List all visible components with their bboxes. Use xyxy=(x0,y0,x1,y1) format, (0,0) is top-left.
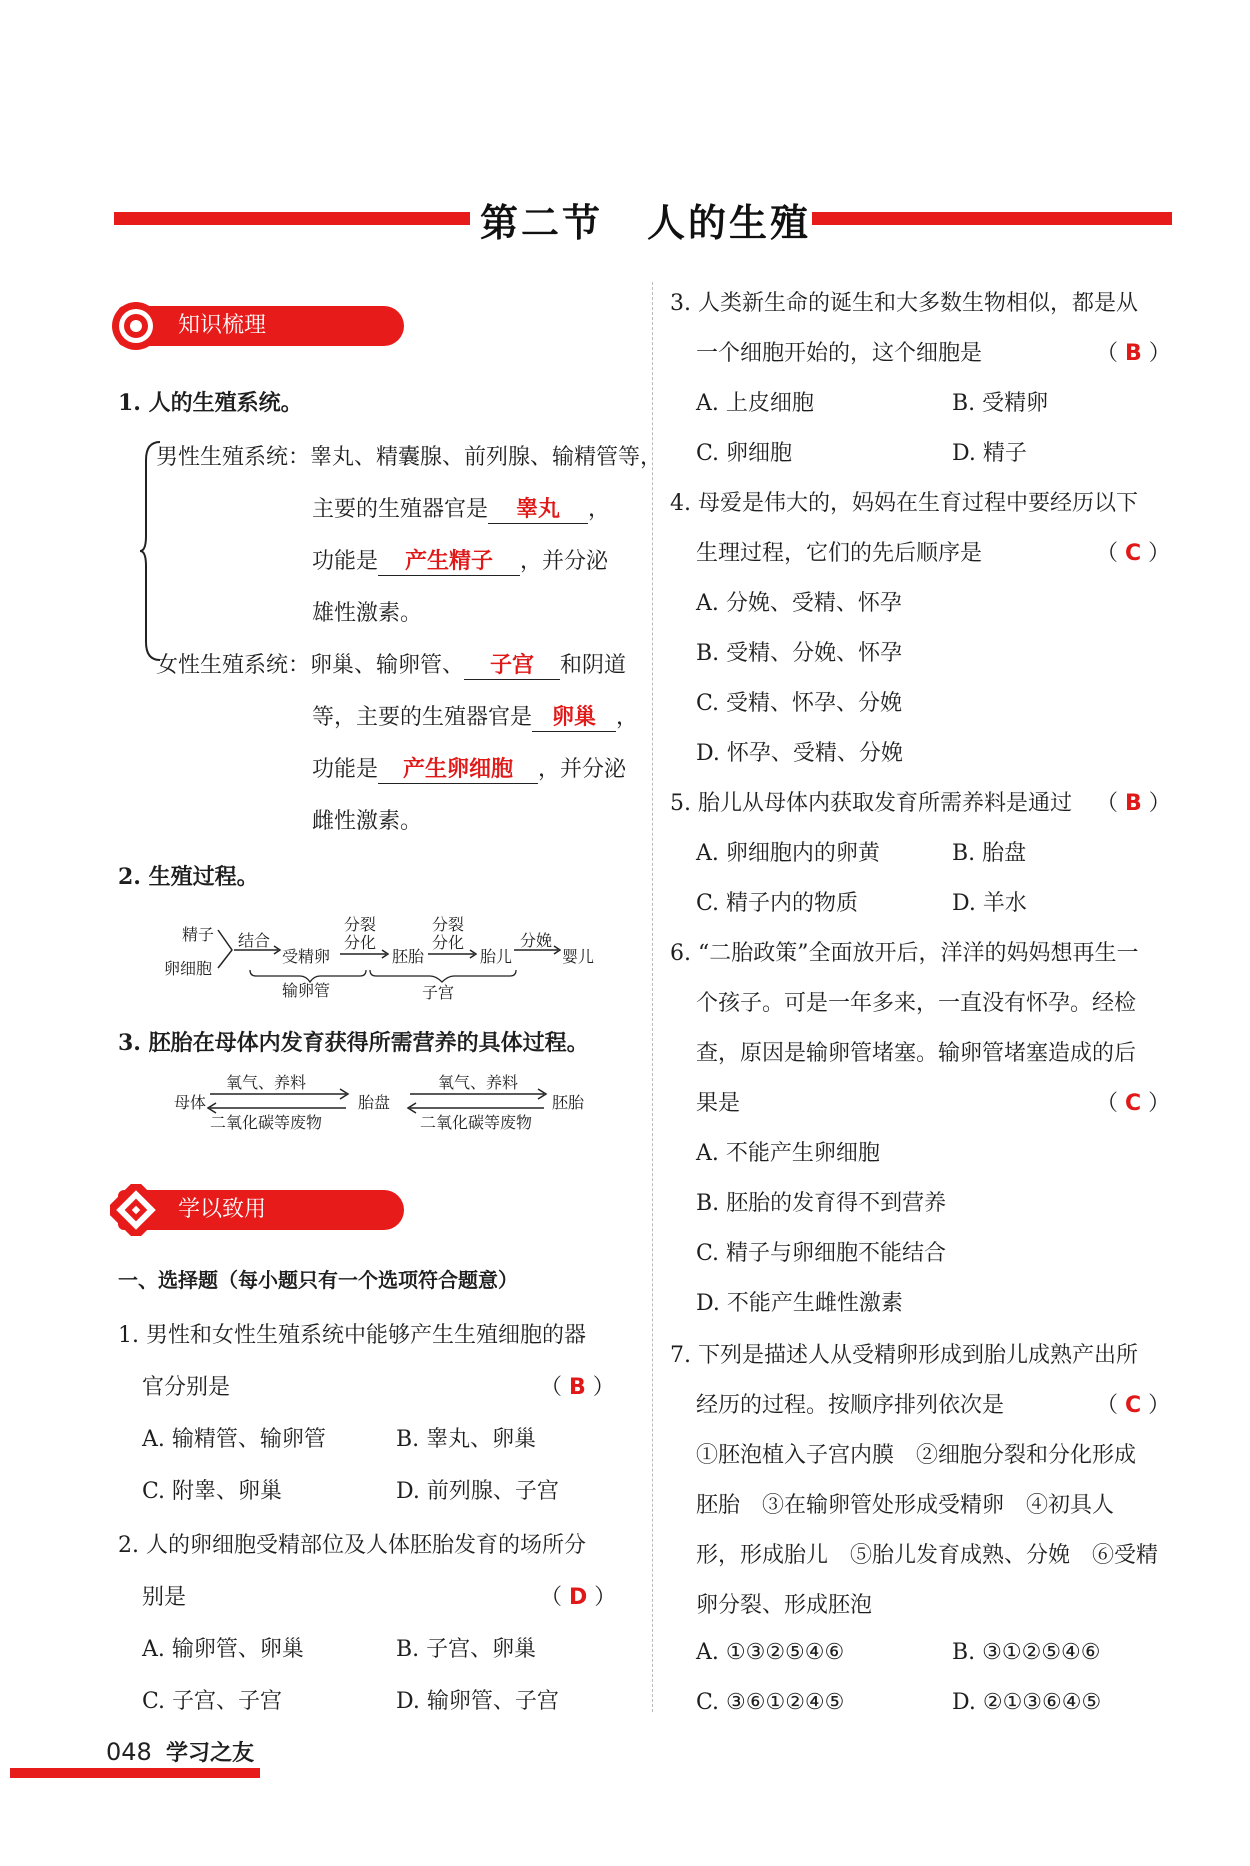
male-line3-post: ，并分泌 xyxy=(520,549,609,574)
item3-heading: 3. 胚胎在母体内发育获得所需营养的具体过程。 xyxy=(118,1030,589,1056)
q6-answer-box: （ C ） xyxy=(1096,1091,1171,1116)
q3-answer: B xyxy=(1125,341,1142,366)
female-part-answer: 子宫 xyxy=(464,648,560,680)
page-title xyxy=(480,192,811,247)
male-line4: 雄性激素。 xyxy=(312,601,423,626)
q5-answer: B xyxy=(1125,791,1142,816)
column-divider xyxy=(652,282,653,1712)
diagram-oxygen2: 氧气、养料 xyxy=(438,1073,519,1092)
diagram-split1-a: 分裂 xyxy=(344,915,377,934)
q6-line1: 6. “二胎政策”全面放开后，洋洋的妈妈想再生一 xyxy=(670,941,1139,966)
q4-option-b[interactable]: B. 受精、分娩、怀孕 xyxy=(696,641,903,666)
brand-name: 学习之友 xyxy=(166,1740,255,1766)
q2-option-a[interactable]: A. 输卵管、卵巢 xyxy=(142,1637,304,1662)
female-line2 xyxy=(312,700,638,732)
q5-answer-box: （ B ） xyxy=(1096,791,1171,816)
q3-option-a[interactable]: A. 上皮细胞 xyxy=(696,391,814,416)
q4-answer: C xyxy=(1125,541,1142,566)
female-function-answer: 产生卵细胞 xyxy=(378,752,538,784)
q7-line6: 卵分裂、形成胚泡 xyxy=(696,1593,873,1618)
q3-option-b[interactable]: B. 受精卵 xyxy=(952,391,1049,416)
female-organ-answer: 卵巢 xyxy=(532,700,616,732)
q6-option-c[interactable]: C. 精子与卵细胞不能结合 xyxy=(696,1241,947,1266)
q6-option-a[interactable]: A. 不能产生卵细胞 xyxy=(696,1141,880,1166)
q2-line2: 别是 xyxy=(142,1585,187,1610)
female-line2-post: ， xyxy=(616,705,639,730)
diagram-egg: 卵细胞 xyxy=(164,959,213,978)
section-title: 一、选择题（每小题只有一个选项符合题意） xyxy=(118,1268,518,1292)
item2-heading: 2. 生殖过程。 xyxy=(118,864,259,890)
title-bar-right xyxy=(812,212,1172,225)
q7-option-c[interactable]: C. ③⑥①②④⑤ xyxy=(696,1690,845,1715)
q7-option-d[interactable]: D. ②①③⑥④⑤ xyxy=(952,1690,1102,1715)
diagram-mother: 母体 xyxy=(174,1093,207,1112)
footer-bar xyxy=(10,1768,260,1778)
q4-option-a[interactable]: A. 分娩、受精、怀孕 xyxy=(696,591,902,616)
male-line2 xyxy=(312,492,610,524)
male-organ-answer: 睾丸 xyxy=(488,492,588,524)
male-line1: 男性生殖系统：睾丸、精囊腺、前列腺、输精管等， xyxy=(156,445,663,470)
q3-option-c[interactable]: C. 卵细胞 xyxy=(696,441,793,466)
q7-line2: 经历的过程。按顺序排列依次是 xyxy=(696,1393,1005,1418)
q4-line1: 4. 母爱是伟大的，妈妈在生育过程中要经历以下 xyxy=(670,491,1138,516)
q7-answer: C xyxy=(1125,1393,1142,1418)
female-line2-pre: 等，主要的生殖器官是 xyxy=(312,705,533,730)
female-line3-pre: 功能是 xyxy=(312,757,379,782)
female-line4: 雌性激素。 xyxy=(312,809,423,834)
diagram-oviduct: 输卵管 xyxy=(282,981,331,1000)
diagram-embryo2: 胚胎 xyxy=(552,1093,585,1112)
q1-line1: 1. 男性和女性生殖系统中能够产生生殖细胞的器 xyxy=(118,1323,586,1348)
q4-option-d[interactable]: D. 怀孕、受精、分娩 xyxy=(696,741,903,766)
q2-line1: 2. 人的卵细胞受精部位及人体胚胎发育的场所分 xyxy=(118,1533,586,1558)
male-line2-pre: 主要的生殖器官是 xyxy=(312,497,489,522)
q1-line2: 官分别是 xyxy=(142,1375,231,1400)
target-icon xyxy=(110,300,162,352)
title-topic: 人的生殖 xyxy=(647,201,812,245)
q5-option-c[interactable]: C. 精子内的物质 xyxy=(696,891,859,916)
diagram-zygote: 受精卵 xyxy=(282,947,331,966)
female-line1-post: 和阴道 xyxy=(560,653,627,678)
badge-knowledge xyxy=(118,306,404,346)
q6-line4: 果是 xyxy=(696,1091,741,1116)
q7-line5: 形，形成胎儿 ⑤胎儿发育成熟、分娩 ⑥受精 xyxy=(696,1543,1159,1568)
title-bar-left xyxy=(114,212,470,225)
diagram-sperm: 精子 xyxy=(182,925,215,944)
q7-line4: 胚胎 ③在输卵管处形成受精卵 ④初具人 xyxy=(696,1493,1115,1518)
q1-answer-box: （ B ） xyxy=(540,1375,615,1400)
diagram-oxygen1: 氧气、养料 xyxy=(226,1073,307,1092)
female-line3 xyxy=(312,752,626,784)
q7-option-a[interactable]: A. ①③②⑤④⑥ xyxy=(696,1640,845,1665)
diagram-split1-b: 分化 xyxy=(344,933,377,952)
badge-practice xyxy=(118,1190,404,1230)
male-line3 xyxy=(312,544,608,576)
q7-option-b[interactable]: B. ③①②⑤④⑥ xyxy=(952,1640,1101,1665)
q6-answer: C xyxy=(1125,1091,1142,1116)
q5-option-a[interactable]: A. 卵细胞内的卵黄 xyxy=(696,841,880,866)
q5-line1: 5. 胎儿从母体内获取发育所需养料是通过 xyxy=(670,791,1072,816)
q6-option-d[interactable]: D. 不能产生雌性激素 xyxy=(696,1291,903,1316)
q2-answer: D xyxy=(569,1585,588,1610)
bracket-icon xyxy=(140,440,164,662)
q6-option-b[interactable]: B. 胚胎的发育得不到营养 xyxy=(696,1191,947,1216)
nutrition-diagram xyxy=(170,1070,610,1136)
nutrition-arrows xyxy=(170,1070,610,1136)
diagram-birth: 分娩 xyxy=(520,931,553,950)
q4-option-c[interactable]: C. 受精、怀孕、分娩 xyxy=(696,691,903,716)
diagram-combine: 结合 xyxy=(238,931,271,950)
male-line3-pre: 功能是 xyxy=(312,549,379,574)
male-line2-post: ， xyxy=(588,497,611,522)
q3-answer-box: （ B ） xyxy=(1096,341,1171,366)
q1-option-a[interactable]: A. 输精管、输卵管 xyxy=(142,1427,326,1452)
q3-option-d[interactable]: D. 精子 xyxy=(952,441,1027,466)
q5-option-b[interactable]: B. 胎盘 xyxy=(952,841,1027,866)
q7-line1: 7. 下列是描述人从受精卵形成到胎儿成熟产出所 xyxy=(670,1343,1138,1368)
diagram-uterus: 子宫 xyxy=(422,983,455,1002)
q2-answer-box: （ D ） xyxy=(540,1585,617,1610)
q2-option-b[interactable]: B. 子宫、卵巢 xyxy=(396,1637,537,1662)
diagram-split2-a: 分裂 xyxy=(432,915,465,934)
badge-knowledge-label: 知识梳理 xyxy=(178,313,267,338)
q6-line3: 查，原因是输卵管堵塞。输卵管堵塞造成的后 xyxy=(696,1041,1137,1066)
female-line3-post: ，并分泌 xyxy=(538,757,627,782)
q6-line2: 个孩子。可是一年多来，一直没有怀孕。经检 xyxy=(696,991,1137,1016)
q4-answer-box: （ C ） xyxy=(1096,541,1171,566)
title-section: 第二节 xyxy=(480,201,604,245)
page-number: 048 xyxy=(102,1738,156,1766)
female-line1 xyxy=(156,648,626,680)
q7-line3: ①胚泡植入子宫内膜 ②细胞分裂和分化形成 xyxy=(696,1443,1137,1468)
diagram-placenta: 胎盘 xyxy=(358,1093,391,1112)
q4-line2: 生理过程，它们的先后顺序是 xyxy=(696,541,983,566)
male-function-answer: 产生精子 xyxy=(378,544,520,576)
diagram-waste2: 二氧化碳等废物 xyxy=(420,1113,533,1132)
q2-option-c[interactable]: C. 子宫、子宫 xyxy=(142,1689,283,1714)
q1-option-d[interactable]: D. 前列腺、子宫 xyxy=(396,1479,559,1504)
diagram-waste1: 二氧化碳等废物 xyxy=(210,1113,323,1132)
q2-option-d[interactable]: D. 输卵管、子宫 xyxy=(396,1689,559,1714)
q3-line2: 一个细胞开始的，这个细胞是 xyxy=(696,341,983,366)
diagram-arrows xyxy=(160,910,620,1010)
q1-answer: B xyxy=(569,1375,586,1400)
female-line1-pre: 女性生殖系统：卵巢、输卵管、 xyxy=(156,653,465,678)
q1-option-c[interactable]: C. 附睾、卵巢 xyxy=(142,1479,283,1504)
q7-answer-box: （ C ） xyxy=(1096,1393,1171,1418)
diagram-baby: 婴儿 xyxy=(562,947,595,966)
q1-option-b[interactable]: B. 睾丸、卵巢 xyxy=(396,1427,537,1452)
badge-practice-label: 学以致用 xyxy=(178,1197,267,1222)
diagram-split2-b: 分化 xyxy=(432,933,465,952)
item1-heading: 1. 人的生殖系统。 xyxy=(118,390,303,416)
q3-line1: 3. 人类新生命的诞生和大多数生物相似，都是从 xyxy=(670,291,1138,316)
reproduction-diagram xyxy=(160,910,620,1010)
spiral-icon xyxy=(110,1184,162,1236)
diagram-fetus: 胎儿 xyxy=(480,947,513,966)
q5-option-d[interactable]: D. 羊水 xyxy=(952,891,1027,916)
diagram-embryo: 胚胎 xyxy=(392,947,425,966)
